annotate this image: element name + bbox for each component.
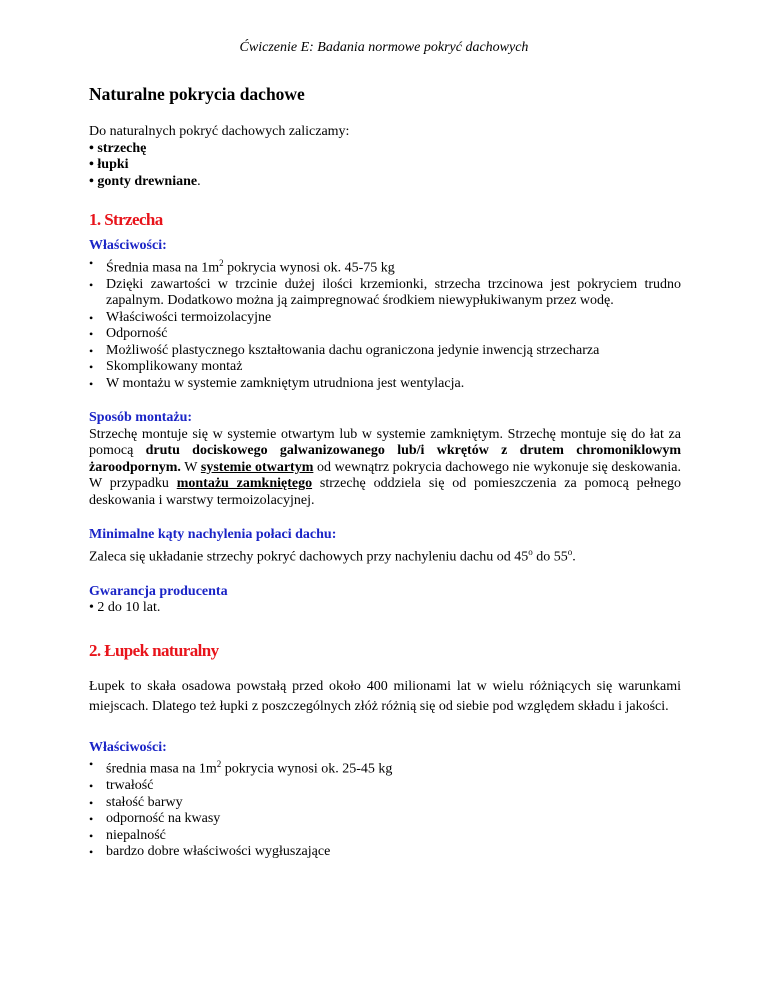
list-item: • Możliwość plastycznego kształtowania dachu ograniczona jedynie inwencją strzecharza xyxy=(89,343,681,360)
list-item: • bardzo dobre właściwości wygłuszające xyxy=(89,844,681,861)
properties-list xyxy=(89,255,681,393)
section-heading-strzecha: 1. Strzecha xyxy=(89,210,163,229)
type-item: • strzechę xyxy=(89,140,147,156)
warranty-text: • 2 do 10 lat. xyxy=(89,600,161,616)
list-item: • trwałość xyxy=(89,778,681,795)
roof-angle-text: Zaleca się układanie strzechy pokryć dachowych przy nachyleniu dachu od 45$^o$ do 55$^o$. xyxy=(89,546,576,565)
section-heading-lupek: 2. Łupek naturalny xyxy=(89,640,219,660)
list-item: • Średnia masa na $1m^2$ pokrycia wynosi ok. 45-75 kg xyxy=(89,255,681,277)
mounting-text: Strzechę montuje się w systemie otwartym lub w systemie zamkniętym. Strzechę montuje się do łat za pomocą drutu dociskowego galwanizowanego lub/i wkrętów z drutem chromoniklowym żaroodpornym. W systemie otwartym od wewnątrz pokrycia dachowego nie wykonuje się deskowania. W przypadku montażu zamkniętego strzechę oddziela się od pomieszczenia za pomocą pełnego deskowania i warstwy termoizolacyjnej. xyxy=(89,426,681,508)
document-body xyxy=(89,84,681,861)
list-item: • Właściwości termoizolacyjne xyxy=(89,310,681,327)
list-item: • W montażu w systemie zamkniętym utrudniona jest wentylacja. xyxy=(89,376,681,393)
type-item: • łupki xyxy=(89,157,129,172)
intro-text: Do naturalnych pokryć dachowych zaliczamy: xyxy=(89,124,350,139)
document-title: Naturalne pokrycia dachowe xyxy=(89,84,305,104)
properties-list xyxy=(89,756,681,861)
slate-intro: Łupek to skała osadowa powstałą przed około 400 milionami lat w wielu różniących się warunkami miejscach. Dlatego też łupki z poszczególnych złóż różnią się od siebie pod względem składu i jakości. xyxy=(89,678,681,715)
list-item: • odporność na kwasy xyxy=(89,811,681,828)
list-item: • stałość barwy xyxy=(89,795,681,812)
mounting-label: Sposób montażu: xyxy=(89,410,193,426)
list-item: • Dzięki zawartości w trzcinie dużej ilości krzemionki, strzecha trzcinowa jest pokryciem trudno zapalnym. Dodatkowo można ją zaimpregnować środkiem niewypłukiwanym przez wodę. xyxy=(89,277,681,310)
list-item: • niepalność xyxy=(89,828,681,845)
list-item: • średnia masa na $1m^2$ pokrycia wynosi ok. 25-45 kg xyxy=(89,756,681,778)
warranty-label: Gwarancja producenta xyxy=(89,583,228,599)
roof-angle-label: Minimalne kąty nachylenia połaci dachu: xyxy=(89,527,337,543)
type-item: • gonty drewniane. xyxy=(89,173,201,189)
list-item: • Odporność xyxy=(89,326,681,343)
properties-label: Właściwości: xyxy=(89,739,167,755)
list-item: • Skomplikowany montaż xyxy=(89,359,681,376)
running-header: Ćwiczenie E: Badania normowe pokryć dachowych xyxy=(239,40,529,55)
properties-label: Właściwości: xyxy=(89,238,167,253)
